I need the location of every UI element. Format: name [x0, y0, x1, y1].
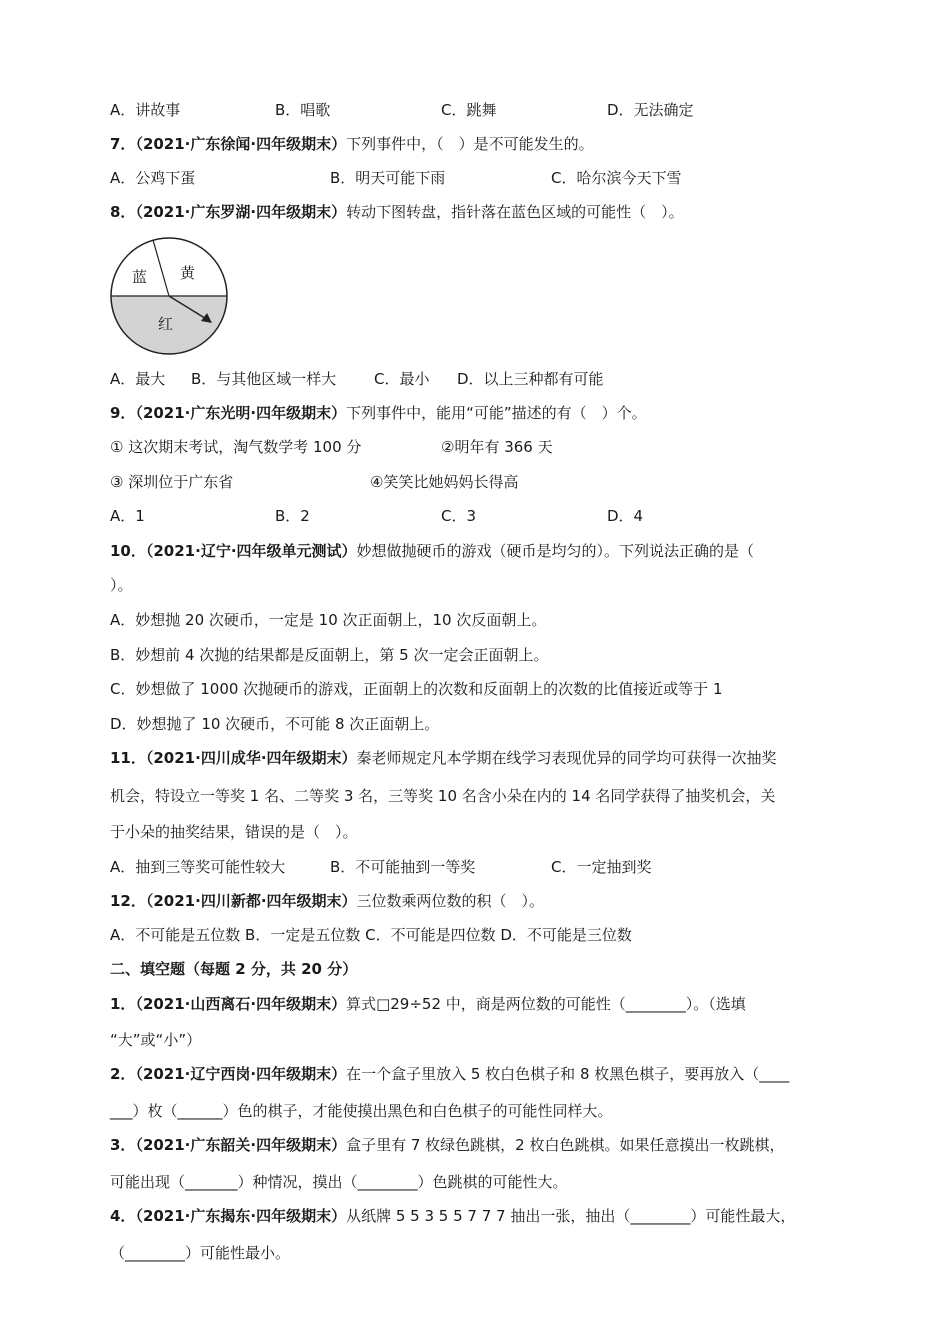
f3-source: （2021·广东韶关·四年级期末） [135, 1136, 347, 1154]
f2-text: 在一个盒子里放入 5 枚白色棋子和 8 枚黑色棋子，要再放入（____ [346, 1065, 790, 1083]
f4-number: 4． [110, 1207, 136, 1225]
section-2-title: 二、填空题（每题 2 分，共 20 分） [110, 960, 358, 978]
f1-number: 1． [110, 995, 136, 1013]
q11-option-b: B．不可能抽到一等奖 [330, 858, 476, 876]
q12-stem [110, 890, 850, 912]
q7-option-b: B．明天可能下雨 [330, 169, 446, 187]
q10-option-d: D．妙想抛了 10 次硬币，不可能 8 次正面朝上。 [110, 715, 440, 733]
q6-option-d: D．无法确定 [607, 101, 694, 119]
q9-item-3: ③ 深圳位于广东省 [110, 473, 234, 491]
q9-option-d: D．4 [607, 507, 644, 525]
f3-stem-cont: 可能出现（_______）种情况，摸出（________）色跳棋的可能性大。 [110, 1173, 568, 1191]
f4-text: 从纸牌 5 5 3 5 5 7 7 7 抽出一张，抽出（________）可能性最大， [346, 1207, 796, 1225]
q9-item-1: ① 这次期末考试，淘气数学考 100 分 [110, 438, 362, 456]
q11-text: 秦老师规定凡本学期在线学习表现优异的同学均可获得一次抽奖 [356, 749, 777, 767]
q9-text: 下列事件中，能用“可能”描述的有（ ）个。 [346, 404, 647, 422]
f4-stem-cont: （________）可能性最小。 [110, 1244, 291, 1262]
q11-stem [110, 747, 850, 769]
f3-stem [110, 1134, 850, 1156]
q7-option-a: A．公鸡下蛋 [110, 169, 196, 187]
q10-option-c: C．妙想做了 1000 次抛硬币的游戏，正面朝上的次数和反面朝上的次数的比值接近或等于 1 [110, 680, 723, 698]
q6-option-a: A．讲故事 [110, 101, 181, 119]
f1-stem [110, 993, 850, 1015]
q8-option-d: D．以上三种都有可能 [457, 370, 604, 388]
q8-option-b: B．与其他区域一样大 [191, 370, 337, 388]
f1-stem-cont: “大”或“小”） [110, 1031, 202, 1049]
q9-stem [110, 402, 850, 424]
spinner-label-red: 红 [158, 315, 174, 333]
f3-number: 3． [110, 1136, 136, 1154]
f1-text: 算式□29÷52 中，商是两位数的可能性（________）。（选填 [346, 995, 746, 1013]
q7-text: 下列事件中，（ ）是不可能发生的。 [346, 135, 594, 153]
q9-option-c: C．3 [441, 507, 477, 525]
f2-stem-cont: ___）枚（______）色的棋子，才能使摸出黑色和白色棋子的可能性同样大。 [110, 1102, 613, 1120]
q9-item-4: ④笑笑比她妈妈长得高 [370, 473, 519, 491]
q10-number: 10． [110, 542, 146, 560]
f1-source: （2021·山西离石·四年级期末） [135, 995, 347, 1013]
f2-source: （2021·辽宁西岗·四年级期末） [135, 1065, 347, 1083]
q8-number: 8． [110, 203, 136, 221]
q11-source: （2021·四川成华·四年级期末） [145, 749, 357, 767]
q8-option-a: A．最大 [110, 370, 166, 388]
q10-stem-cont: ）。 [110, 576, 133, 594]
q7-option-c: C．哈尔滨今天下雪 [551, 169, 682, 187]
q8-text: 转动下图转盘，指针落在蓝色区域的可能性（ ）。 [346, 203, 684, 221]
f2-stem [110, 1063, 850, 1085]
f2-number: 2． [110, 1065, 136, 1083]
q10-option-a: A．妙想抛 20 次硬币，一定是 10 次正面朝上，10 次反面朝上。 [110, 611, 547, 629]
f3-text: 盒子里有 7 枚绿色跳棋，2 枚白色跳棋。如果任意摸出一枚跳棋， [346, 1136, 785, 1154]
spinner-label-yellow: 黄 [180, 264, 196, 282]
q9-item-2: ②明年有 366 天 [441, 438, 553, 456]
spinner-divider-2 [153, 240, 169, 296]
f4-stem [110, 1205, 850, 1227]
q8-source: （2021·广东罗湖·四年级期末） [135, 203, 347, 221]
q11-option-a: A．抽到三等奖可能性较大 [110, 858, 286, 876]
q7-number: 7． [110, 135, 136, 153]
q6-option-b: B．唱歌 [275, 101, 331, 119]
q7-stem [110, 133, 850, 155]
spinner-figure [108, 236, 232, 360]
q8-stem [110, 201, 850, 223]
q10-text: 妙想做抛硬币的游戏（硬币是均匀的）。下列说法正确的是（ [356, 542, 755, 560]
q6-option-c: C．跳舞 [441, 101, 497, 119]
q9-option-b: B．2 [275, 507, 310, 525]
q11-number: 11． [110, 749, 146, 767]
q11-stem-cont: 机会，特设立一等奖 1 名、二等奖 3 名，三等奖 10 名含小朵在内的 14 名同学获得了抽奖机会，关 [110, 787, 776, 805]
q12-number: 12． [110, 892, 146, 910]
f4-source: （2021·广东揭东·四年级期末） [135, 1207, 347, 1225]
q9-source: （2021·广东光明·四年级期末） [135, 404, 347, 422]
q11-stem-cont-2: 于小朵的抽奖结果，错误的是（ ）。 [110, 823, 358, 841]
q10-option-b: B．妙想前 4 次抛的结果都是反面朝上，第 5 次一定会正面朝上。 [110, 646, 549, 664]
q9-option-a: A．1 [110, 507, 145, 525]
q7-source: （2021·广东徐闻·四年级期末） [135, 135, 347, 153]
q11-option-c: C．一定抽到奖 [551, 858, 652, 876]
q10-source: （2021·辽宁·四年级单元测试） [145, 542, 357, 560]
q12-source: （2021·四川新都·四年级期末） [145, 892, 357, 910]
q8-option-c: C．最小 [374, 370, 430, 388]
q12-options: A．不可能是五位数 B．一定是五位数 C．不可能是四位数 D．不可能是三位数 [110, 926, 632, 944]
q12-text: 三位数乘两位数的积（ ）。 [356, 892, 545, 910]
q9-number: 9． [110, 404, 136, 422]
q10-stem [110, 540, 850, 562]
spinner-label-blue: 蓝 [132, 268, 148, 286]
